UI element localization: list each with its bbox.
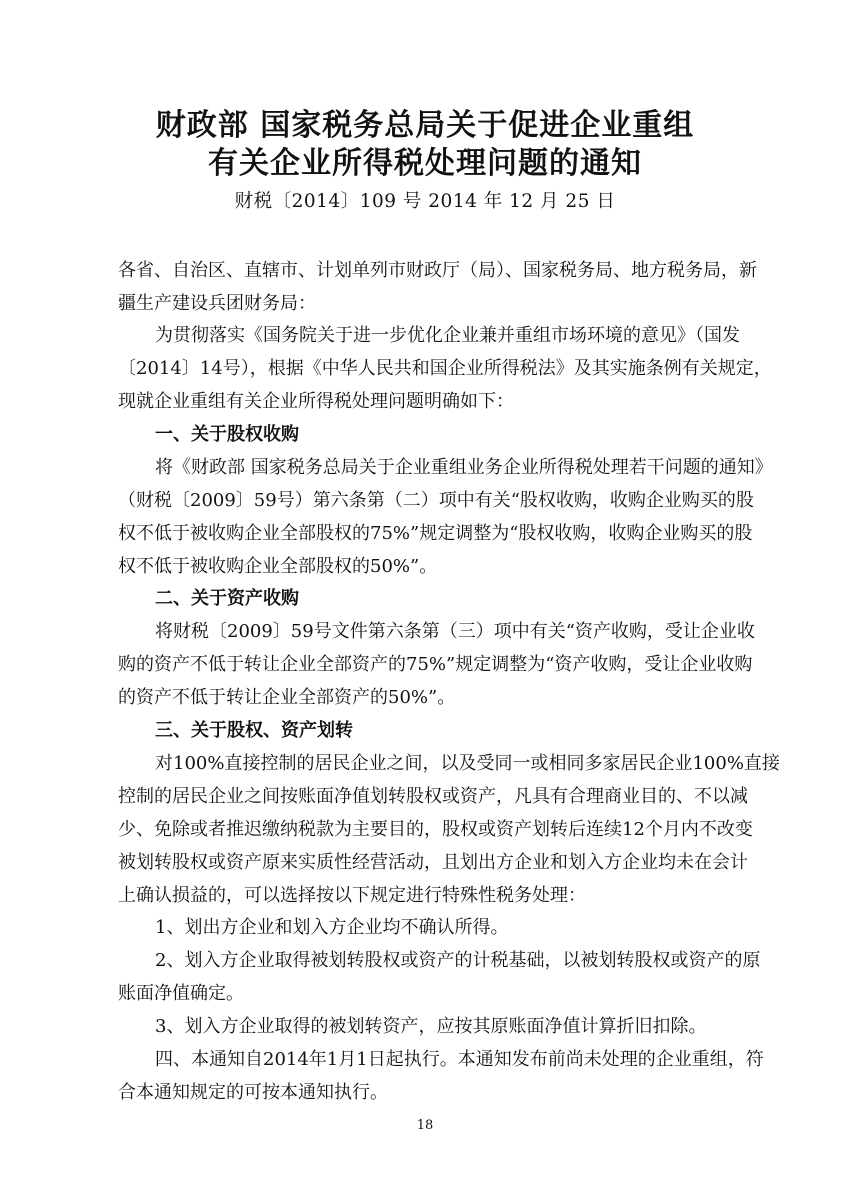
section-heading: 一、关于股权收购 [155,424,299,445]
section-heading: 三、关于股权、资产划转 [155,720,353,741]
document-title-line-1: 财政部 国家税务总局关于促进企业重组 [155,108,695,143]
intro-paragraph-line: 〔2014〕14号），根据《中华人民共和国企业所得税法》及其实施条例有关规定， [118,358,772,379]
section-paragraph-line: 权不低于被收购企业全部股权的50%”。 [118,556,438,577]
section-paragraph-line: 购的资产不低于转让企业全部资产的75%”规定调整为“资产收购，受让企业收购 [118,654,753,675]
section-paragraph-line: 控制的居民企业之间按账面净值划转股权或资产，凡具有合理商业目的、不以减 [118,786,748,807]
numbered-item-line: 3、划入方企业取得的被划转资产，应按其原账面净值计算折旧扣除。 [155,1016,707,1037]
section-paragraph-line: 四、本通知自2014年1月1日起执行。本通知发布前尚未处理的企业重组，符 [155,1049,764,1070]
page-number: 18 [416,1118,434,1133]
section-paragraph-line: 的资产不低于转让企业全部资产的50%”。 [118,687,456,708]
section-paragraph-line: 被划转股权或资产原来实质性经营活动，且划出方企业和划入方企业均未在会计 [118,852,748,873]
document-number-and-date: 财税〔2014〕109 号 2014 年 12 月 25 日 [234,191,616,212]
section-paragraph-line: 将财税〔2009〕59号文件第六条第（三）项中有关“资产收购，受让企业收 [155,621,755,642]
section-heading: 二、关于资产收购 [155,588,299,609]
section-paragraph-line: （财税〔2009〕59号）第六条第（二）项中有关“股权收购，收购企业购买的股 [118,490,754,511]
section-paragraph-line: 将《财政部 国家税务总局关于企业重组业务企业所得税处理若干问题的通知》 [155,457,773,478]
section-paragraph-line: 合本通知规定的可按本通知执行。 [118,1082,388,1103]
addressee-line: 疆生产建设兵团财务局： [118,293,316,314]
numbered-item-line: 1、划出方企业和划入方企业均不确认所得。 [155,917,509,938]
section-paragraph-line: 少、免除或者推迟缴纳税款为主要目的，股权或资产划转后连续12个月内不改变 [118,819,753,840]
document-title-line-2: 有关企业所得税处理问题的通知 [208,146,642,181]
numbered-item-line: 账面净值确定。 [118,983,244,1004]
numbered-item-line: 2、划入方企业取得被划转股权或资产的计税基础，以被划转股权或资产的原 [155,950,761,971]
intro-paragraph-line: 现就企业重组有关企业所得税处理问题明确如下： [118,391,514,412]
section-paragraph-line: 对100%直接控制的居民企业之间，以及受同一或相同多家居民企业100%直接 [155,753,780,774]
intro-paragraph-line: 为贯彻落实《国务院关于进一步优化企业兼并重组市场环境的意见》（国发 [155,325,740,346]
addressee-line: 各省、自治区、直辖市、计划单列市财政厅（局）、国家税务局、地方税务局，新 [118,260,757,281]
section-paragraph-line: 上确认损益的，可以选择按以下规定进行特殊性税务处理： [118,885,586,906]
section-paragraph-line: 权不低于被收购企业全部股权的75%”规定调整为“股权收购，收购企业购买的股 [118,523,753,544]
